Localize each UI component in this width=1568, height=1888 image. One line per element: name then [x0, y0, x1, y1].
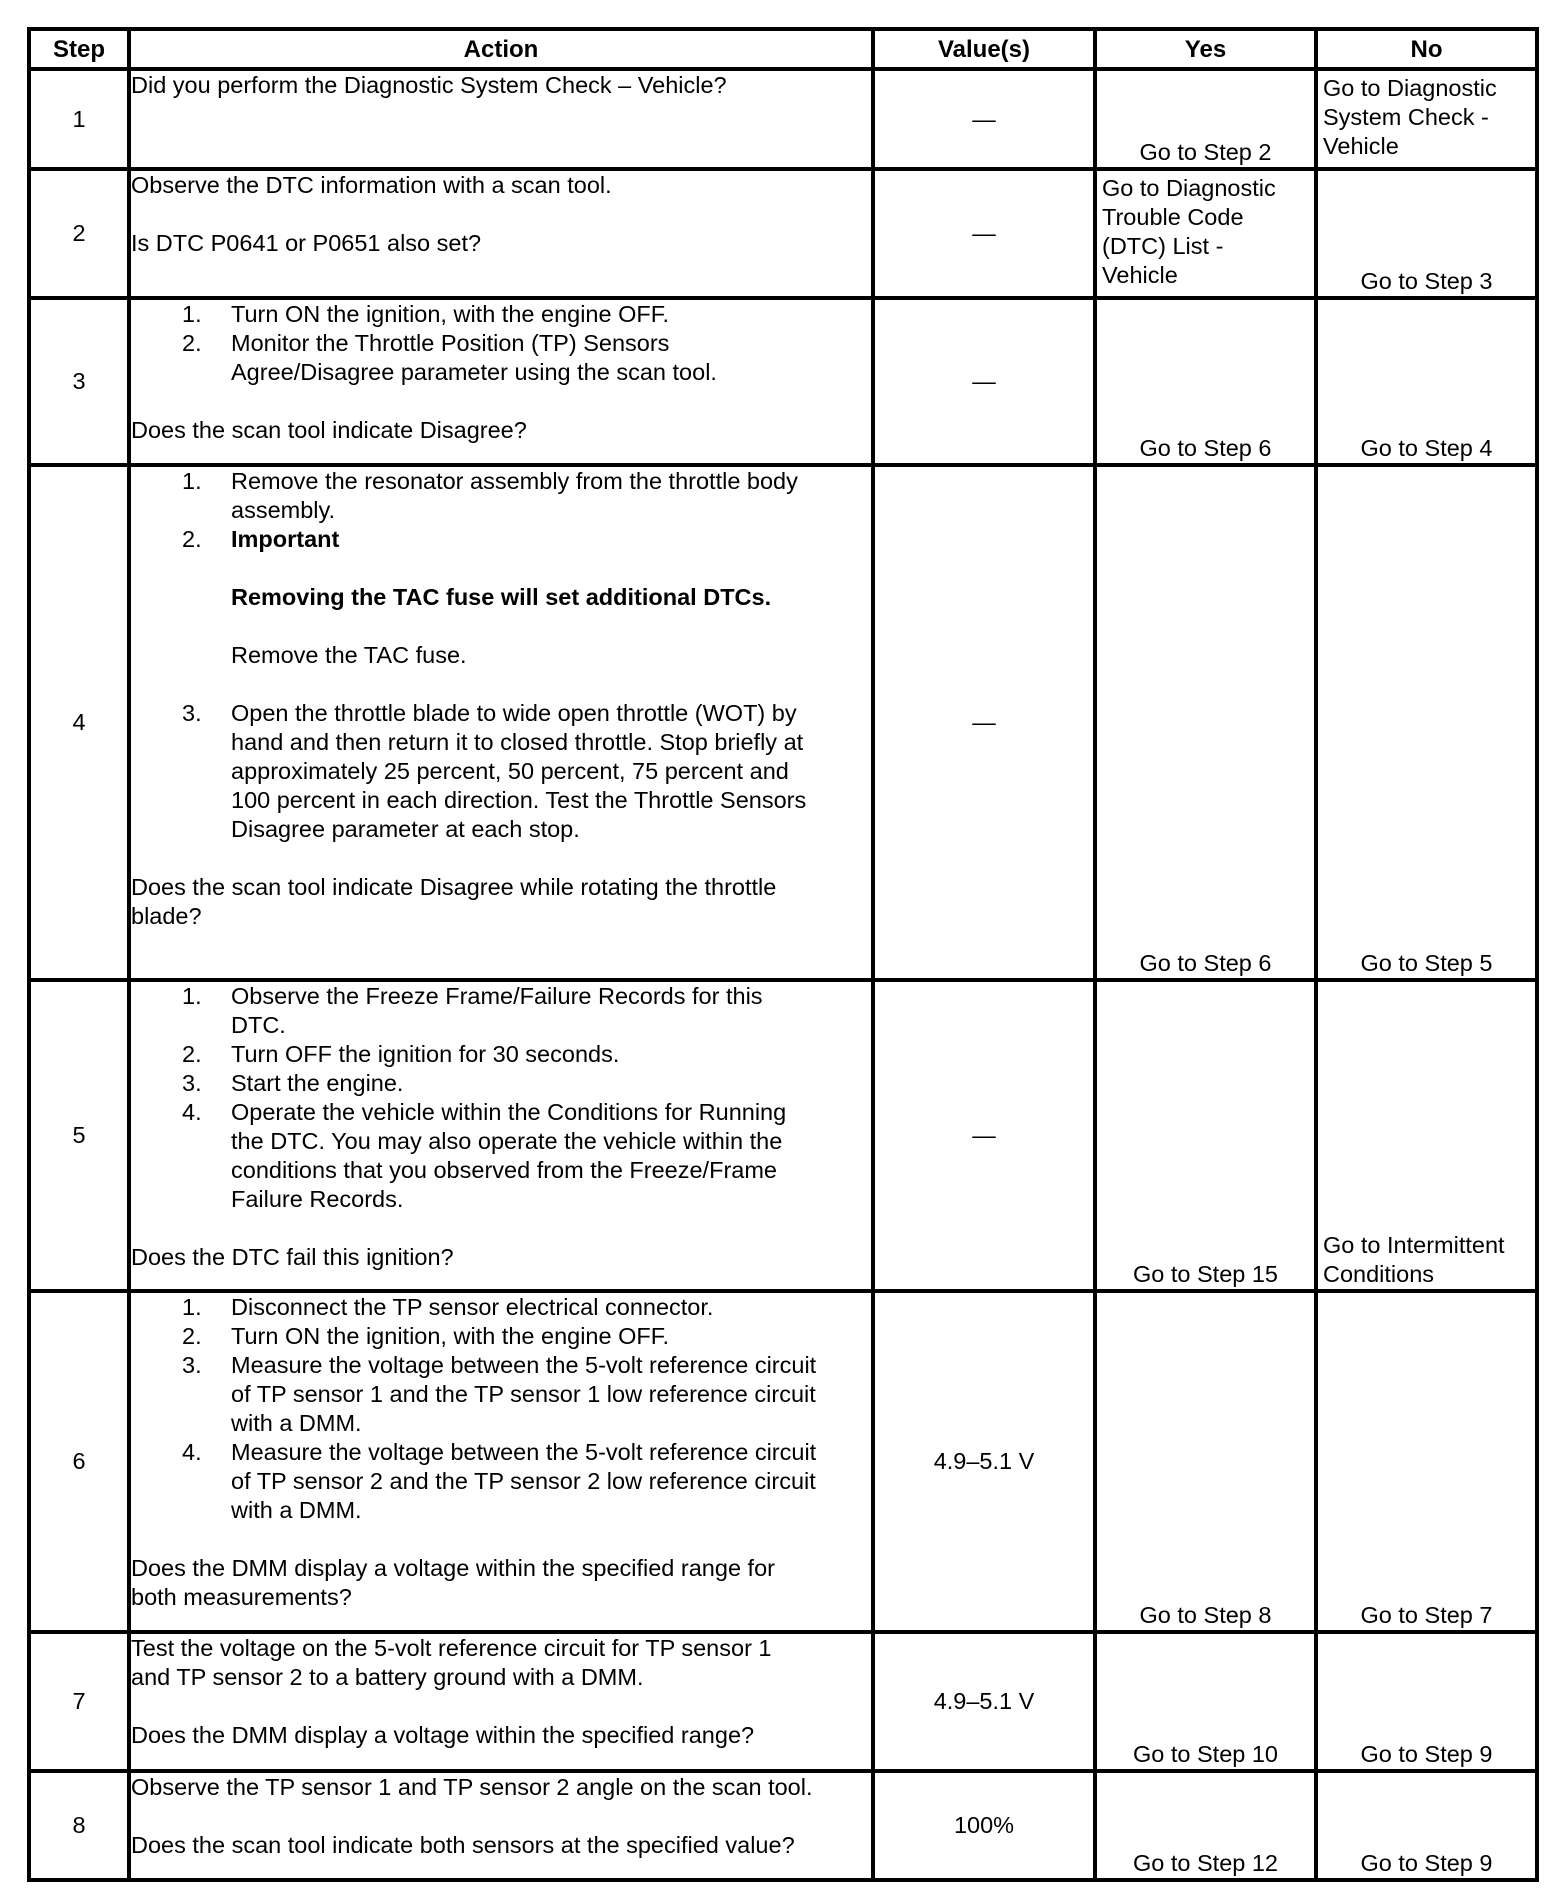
action-cell	[129, 169, 873, 298]
yes-text: Go to Step 15	[1132, 1261, 1279, 1287]
item-text: Turn ON the ignition, with the engine OFF.	[231, 301, 670, 327]
diagnostic-table	[27, 27, 1539, 1882]
step-number: 4	[29, 465, 129, 980]
no-text: Go to Step 9	[1360, 1850, 1493, 1876]
value-cell: —	[873, 169, 1095, 298]
list-item	[131, 1069, 871, 1098]
list-item	[131, 1040, 871, 1069]
item-text: Disconnect the TP sensor electrical connector.	[231, 1294, 714, 1320]
header-action: Action	[129, 29, 873, 69]
action-question: Does the scan tool indicate Disagree?	[131, 417, 527, 443]
item-number: 2.	[182, 526, 202, 552]
table-row-step-2	[29, 169, 1537, 298]
step-number: 5	[29, 980, 129, 1291]
no-text: Go to Step 3	[1360, 268, 1493, 294]
table-row-step-1	[29, 69, 1537, 169]
header-row	[29, 29, 1537, 69]
yes-cell	[1095, 1632, 1316, 1771]
step-number: 6	[29, 1291, 129, 1632]
item-number: 3.	[182, 1352, 202, 1378]
list-item	[131, 300, 871, 329]
yes-text: Go to Step 2	[1139, 139, 1272, 165]
item-number: 2.	[182, 1041, 202, 1067]
no-text: Go to Intermittent Conditions	[1323, 1232, 1505, 1287]
important-label: Important	[231, 526, 340, 552]
yes-cell	[1095, 1771, 1316, 1880]
step-number: 8	[29, 1771, 129, 1880]
action-steps	[131, 300, 871, 387]
value-cell: —	[873, 465, 1095, 980]
value-cell: 100%	[873, 1771, 1095, 1880]
item-text: Remove the TAC fuse.	[231, 642, 467, 668]
item-number: 1.	[182, 468, 202, 494]
no-text: Go to Step 9	[1360, 1741, 1493, 1767]
item-text: Observe the Freeze Frame/Failure Records for this DTC.	[231, 983, 763, 1038]
header-yes: Yes	[1095, 29, 1316, 69]
item-text: Start the engine.	[231, 1070, 404, 1096]
important-note: Removing the TAC fuse will set additional DTCs.	[231, 584, 772, 610]
item-number: 4.	[182, 1099, 202, 1125]
list-item	[131, 1098, 871, 1214]
action-steps	[131, 467, 871, 844]
action-cell	[129, 465, 873, 980]
yes-text: Go to Step 6	[1139, 950, 1272, 976]
value-cell: —	[873, 69, 1095, 169]
yes-cell	[1095, 980, 1316, 1291]
list-item	[131, 1351, 871, 1438]
list-item	[131, 982, 871, 1040]
item-number: 1.	[182, 1294, 202, 1320]
action-question: Does the DMM display a voltage within the specified range?	[131, 1722, 755, 1748]
item-text: Operate the vehicle within the Conditions for Running the DTC. You may also operate the vehicle within the conditions that you observed from the Freeze/Frame Failure Records.	[231, 1099, 787, 1212]
yes-text: Go to Step 6	[1139, 435, 1272, 461]
list-item	[131, 1438, 871, 1525]
item-number: 3.	[182, 1070, 202, 1096]
action-steps	[131, 1293, 871, 1525]
list-item	[131, 525, 871, 699]
action-cell	[129, 980, 873, 1291]
action-question: Does the DMM display a voltage within the specified range for both measurements?	[131, 1555, 775, 1610]
step-number: 7	[29, 1632, 129, 1771]
header-no: No	[1316, 29, 1537, 69]
yes-text: Go to Diagnostic Trouble Code (DTC) List - Vehicle	[1102, 175, 1276, 288]
action-question: Does the DTC fail this ignition?	[131, 1244, 454, 1270]
no-cell	[1316, 980, 1537, 1291]
value-cell: 4.9–5.1 V	[873, 1291, 1095, 1632]
list-item	[131, 1293, 871, 1322]
no-cell	[1316, 69, 1537, 169]
action-cell	[129, 1291, 873, 1632]
action-cell	[129, 298, 873, 465]
action-question: Does the scan tool indicate Disagree while rotating the throttle blade?	[131, 874, 777, 929]
action-cell	[129, 1632, 873, 1771]
list-item	[131, 467, 871, 525]
yes-cell	[1095, 465, 1316, 980]
value-cell: 4.9–5.1 V	[873, 1632, 1095, 1771]
yes-text: Go to Step 10	[1132, 1741, 1279, 1767]
item-number: 1.	[182, 301, 202, 327]
item-text: Turn ON the ignition, with the engine OFF.	[231, 1323, 670, 1349]
action-steps	[131, 982, 871, 1214]
yes-text: Go to Step 8	[1139, 1602, 1272, 1628]
item-text: Measure the voltage between the 5-volt reference circuit of TP sensor 1 and the TP sensor 1 low reference circuit with a DMM.	[231, 1352, 817, 1436]
action-text: Observe the DTC information with a scan tool.	[131, 172, 612, 198]
no-cell	[1316, 465, 1537, 980]
yes-cell	[1095, 69, 1316, 169]
table-row-step-5	[29, 980, 1537, 1291]
action-text: Observe the TP sensor 1 and TP sensor 2 angle on the scan tool.	[131, 1774, 813, 1800]
table-row-step-3	[29, 298, 1537, 465]
action-question: Is DTC P0641 or P0651 also set?	[131, 230, 482, 256]
yes-cell	[1095, 1291, 1316, 1632]
table-row-step-6	[29, 1291, 1537, 1632]
value-cell: —	[873, 298, 1095, 465]
action-text: Did you perform the Diagnostic System Check – Vehicle?	[131, 72, 727, 98]
action-cell	[129, 1771, 873, 1880]
no-cell	[1316, 1771, 1537, 1880]
table-row-step-8	[29, 1771, 1537, 1880]
no-cell	[1316, 169, 1537, 298]
item-number: 2.	[182, 1323, 202, 1349]
step-number: 1	[29, 69, 129, 169]
no-text: Go to Diagnostic System Check - Vehicle	[1323, 75, 1497, 159]
action-question: Does the scan tool indicate both sensors at the specified value?	[131, 1832, 795, 1858]
list-item	[131, 699, 871, 844]
step-number: 2	[29, 169, 129, 298]
item-number: 3.	[182, 700, 202, 726]
yes-cell	[1095, 169, 1316, 298]
item-number: 1.	[182, 983, 202, 1009]
yes-cell	[1095, 298, 1316, 465]
list-item	[131, 329, 871, 387]
no-text: Go to Step 5	[1360, 950, 1493, 976]
header-step: Step	[29, 29, 129, 69]
table-row-step-7	[29, 1632, 1537, 1771]
item-number: 4.	[182, 1439, 202, 1465]
no-cell	[1316, 298, 1537, 465]
table-row-step-4	[29, 465, 1537, 980]
action-text: Test the voltage on the 5-volt reference circuit for TP sensor 1 and TP sensor 2 to a battery ground with a DMM.	[131, 1635, 772, 1690]
list-item	[131, 1322, 871, 1351]
item-text: Open the throttle blade to wide open throttle (WOT) by hand and then return it to closed throttle. Stop briefly at approximately 25 percent, 50 percent, 75 percent and 100 percent in each direction. Test the Throttle Sensors Disagree parameter at each stop.	[231, 700, 807, 842]
no-cell	[1316, 1632, 1537, 1771]
no-text: Go to Step 4	[1360, 435, 1493, 461]
step-number: 3	[29, 298, 129, 465]
yes-text: Go to Step 12	[1132, 1850, 1279, 1876]
item-text: Remove the resonator assembly from the throttle body assembly.	[231, 468, 798, 523]
no-text: Go to Step 7	[1360, 1602, 1493, 1628]
item-text: Monitor the Throttle Position (TP) Sensors Agree/Disagree parameter using the scan tool.	[231, 330, 717, 385]
no-cell	[1316, 1291, 1537, 1632]
item-text: Turn OFF the ignition for 30 seconds.	[231, 1041, 620, 1067]
item-text: Measure the voltage between the 5-volt reference circuit of TP sensor 2 and the TP sensor 2 low reference circuit with a DMM.	[231, 1439, 817, 1523]
value-cell: —	[873, 980, 1095, 1291]
header-values: Value(s)	[873, 29, 1095, 69]
action-cell	[129, 69, 873, 169]
item-number: 2.	[182, 330, 202, 356]
